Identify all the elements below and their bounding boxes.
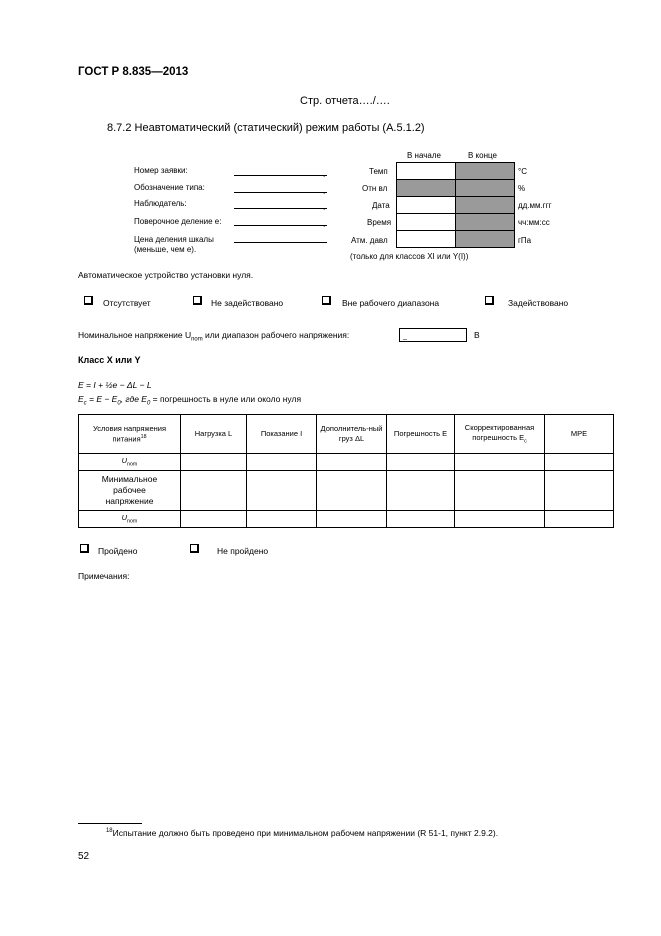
field-line-type-designation[interactable] [234,192,327,193]
condition-label-humidity: Отн вл [362,184,388,193]
cond-humidity-start[interactable] [397,180,456,197]
condition-label-date: Дата [372,201,390,210]
field-label-type-designation: Обозначение типа: [134,183,205,192]
voltage-input[interactable] [399,328,467,342]
page-number: 52 [78,851,90,862]
table-row [79,511,614,528]
th-error: Погрешность E [387,415,455,454]
section-title: 8.7.2 Неавтоматический (статический) режим работы (А.5.1.2) [107,122,425,134]
field-label-observer: Наблюдатель: [134,199,187,208]
field-label-scale-interval: Цена деления шкалы [134,235,214,244]
condition-unit-humidity: % [518,184,526,193]
cond-date-start[interactable] [397,197,456,214]
th-supply-conditions: Условия напряжения питания$^{18}$ [79,415,181,454]
table-cell[interactable] [317,454,387,471]
th-mpe: MPE [545,415,614,454]
field-line-application-number[interactable] [234,175,327,176]
table-cell[interactable] [317,471,387,511]
th-additional-weight: Дополнитель-ный груз ΔL [317,415,387,454]
checkbox-absent[interactable] [84,296,93,305]
table-cell[interactable] [181,511,247,528]
conditions-col-end: В конце [468,151,497,160]
condition-unit-time: чч:мм:сс [518,218,550,227]
condition-label-temp: Темп [369,167,388,176]
checkbox-failed[interactable] [190,544,199,553]
row-label-unom: $U_{nom}$ [79,511,181,528]
checkbox-passed[interactable] [80,544,89,553]
cond-pressure-start[interactable] [397,231,456,248]
cond-pressure-end[interactable] [456,231,515,248]
table-cell[interactable] [387,471,455,511]
cond-temp-end[interactable] [456,163,515,180]
conditions-note: (только для классов XI или Y(I)) [350,252,469,261]
row-label-unom: $U_{nom}$ [79,454,181,471]
option-out-of-range-label: Вне рабочего диапазона [342,298,440,308]
cond-date-end[interactable] [456,197,515,214]
condition-unit-date: дд.мм.ггг [518,201,552,210]
table-cell[interactable] [455,471,545,511]
equation-corrected-error: $E_c = E - E_0$, где $E_0$ = погрешность в нуле или около нуля [78,394,302,407]
voltage-input-mark: _ [403,333,407,340]
table-cell[interactable] [545,471,614,511]
checkbox-engaged[interactable] [485,296,494,305]
option-engaged-label: Задействовано [508,298,569,308]
field-dot: . [323,187,326,196]
condition-label-pressure: Атм. давл [351,236,388,245]
table-row [79,471,614,511]
equation-error: E = I + ½e − ΔL − L [78,380,152,390]
row-label-min-voltage: Минимальное рабочее напряжение [79,471,181,511]
table-cell[interactable] [387,511,455,528]
table-cell[interactable] [545,454,614,471]
table-cell[interactable] [247,511,317,528]
result-failed-label: Не пройдено [217,546,269,556]
table-cell[interactable] [455,454,545,471]
checkbox-not-engaged[interactable] [193,296,202,305]
field-line-observer[interactable] [234,208,327,209]
results-table [78,414,614,528]
voltage-unit: В [474,330,480,340]
th-corrected-error: Скорректированная погрешность $E_c$ [455,415,545,454]
conditions-grid [396,162,515,248]
table-cell[interactable] [181,471,247,511]
field-label-verification-division: Поверочное деление e: [134,217,222,226]
table-cell[interactable] [545,511,614,528]
table-cell[interactable] [247,454,317,471]
field-dot: . [323,170,326,179]
footnote: $^{18}$Испытание должно быть проведено при минимальном рабочем напряжении (R 51-1, пункт 2.9.2). [106,828,499,838]
notes-label: Примечания: [78,571,130,581]
table-row [79,454,614,471]
checkbox-out-of-range[interactable] [322,296,331,305]
footnote-rule [78,823,142,824]
condition-unit-pressure: гПа [518,236,532,245]
zero-device-title: Автоматическое устройство установки нуля. [78,270,254,280]
th-load: Нагрузка L [181,415,247,454]
field-label-application-number: Номер заявки: [134,166,188,175]
cond-humidity-end[interactable] [456,180,515,197]
table-cell[interactable] [247,471,317,511]
field-dot: . [323,220,326,229]
field-label-scale-interval-note: (меньше, чем e). [134,245,197,254]
table-cell[interactable] [181,454,247,471]
condition-label-time: Время [367,218,392,227]
document-id: ГОСТ Р 8.835—2013 [78,66,189,78]
class-heading: Класс X или Y [78,355,141,365]
voltage-label: Номинальное напряжение $U_{nom}$ или диапазон рабочего напряжения: [78,330,350,343]
report-page-counter: Стр. отчета…./…. [300,95,390,107]
cond-time-end[interactable] [456,214,515,231]
table-cell[interactable] [455,511,545,528]
option-absent-label: Отсутствует [103,298,151,308]
condition-unit-temp: °C [518,167,527,176]
table-cell[interactable] [387,454,455,471]
th-indication: Показание I [247,415,317,454]
field-line-scale-interval[interactable] [234,242,327,243]
result-passed-label: Пройдено [98,546,138,556]
conditions-col-start: В начале [407,151,441,160]
option-not-engaged-label: Не задействовано [211,298,284,308]
field-line-verification-division[interactable] [234,225,327,226]
cond-temp-start[interactable] [397,163,456,180]
table-cell[interactable] [317,511,387,528]
field-dot: . [323,203,326,212]
cond-time-start[interactable] [397,214,456,231]
